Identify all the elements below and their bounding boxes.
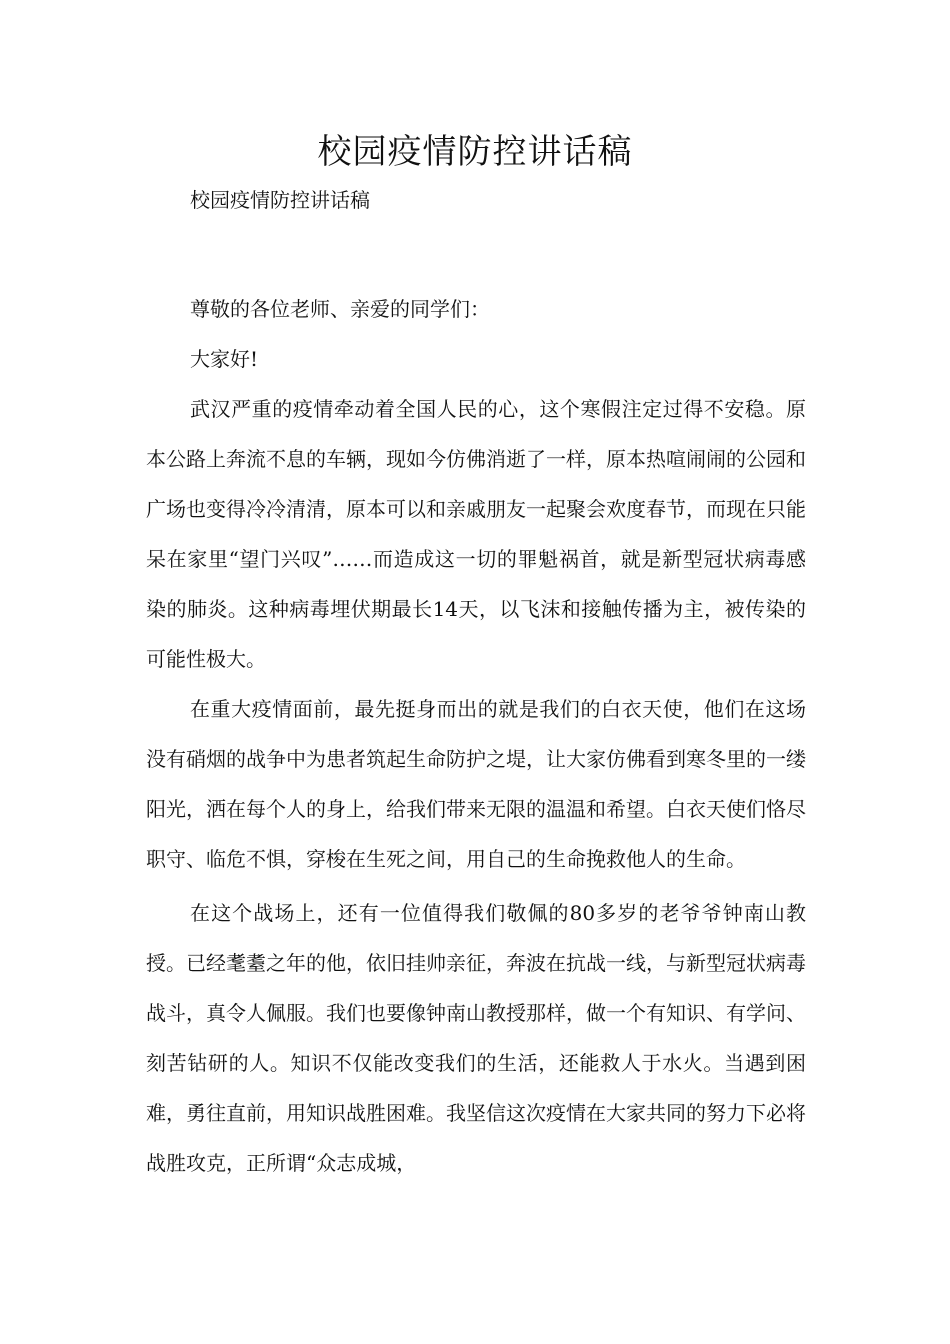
salutation-line: 大家好! xyxy=(190,347,259,371)
document-body xyxy=(146,284,806,1188)
paragraph-3: 在这个战场上，还有一位值得我们敬佩的80多岁的老爷爷钟南山教授。已经耄耋之年的他，依旧挂帅亲征，奔波在抗战一线，与新型冠状病毒战斗，真令人佩服。我们也要像钟南山教授那样，做一个有知识、有学问、刻苦钻研的人。知识不仅能改变我们的生活，还能救人于水火。当遇到困难，勇往直前，用知识战胜困难。我坚信这次疫情在大家共同的努力下必将战胜攻克，正所谓“众志成城， xyxy=(146,901,806,1175)
paragraph-2: 在重大疫情面前，最先挺身而出的就是我们的白衣天使，他们在这场没有硝烟的战争中为患者筑起生命防护之堤，让大家仿佛看到寒冬里的一缕阳光，洒在每个人的身上，给我们带来无限的温温和希望。白衣天使们恪尽职守、临危不惧，穿梭在生死之间，用自己的生命挽救他人的生命。 xyxy=(146,697,806,871)
greeting-line: 尊敬的各位老师、亲爱的同学们： xyxy=(190,297,490,321)
document-title: 校园疫情防控讲话稿 xyxy=(317,132,633,172)
document-subtitle: 校园疫情防控讲话稿 xyxy=(190,188,370,212)
paragraph-1: 武汉严重的疫情牵动着全国人民的心，这个寒假注定过得不安稳。原本公路上奔流不息的车辆，现如今仿佛消逝了一样，原本热喧闹闹的公园和广场也变得冷冷清清，原本可以和亲戚朋友一起聚会欢度春节，而现在只能呆在家里“望门兴叹”……而造成这一切的罪魁祸首，就是新型冠状病毒感染的肺炎。这种病毒埋伏期最长14天，以飞沫和接触传播为主，被传染的可能性极大。 xyxy=(146,397,806,671)
